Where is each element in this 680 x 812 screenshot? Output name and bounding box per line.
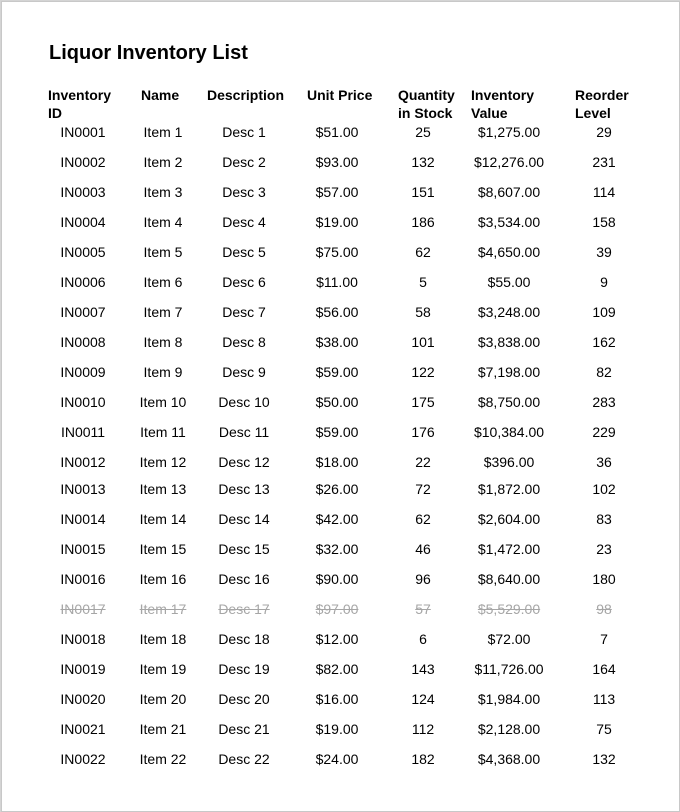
table-row [2,479,679,499]
table-cell: 101 [411,334,435,350]
table-cell: $93.00 [315,154,359,170]
table-row [2,539,679,559]
table-cell: 175 [411,394,435,410]
table-cell: Desc 15 [218,541,270,557]
column-header-line: ID [48,105,62,121]
table-cell: Desc 18 [218,631,270,647]
table-cell: $26.00 [315,481,359,497]
table-cell: 132 [592,751,616,767]
table-cell: $1,275.00 [477,124,541,140]
table-cell: 25 [415,124,431,140]
table-cell: 122 [411,364,435,380]
table-cell: 75 [596,721,612,737]
table-cell: 158 [592,214,616,230]
table-cell: 58 [415,304,431,320]
table-cell: 7 [600,631,608,647]
table-cell: 176 [411,424,435,440]
table-cell: $2,128.00 [477,721,541,737]
table-cell: $4,368.00 [477,751,541,767]
table-cell: IN0022 [60,751,106,767]
table-cell: 151 [411,184,435,200]
table-cell: IN0017 [60,601,106,617]
column-header-inventory-id [48,86,111,122]
table-cell: Item 21 [139,721,187,737]
table-row [2,629,679,649]
table-cell: 36 [596,454,612,470]
table-cell: $396.00 [483,454,535,470]
table-cell: Desc 2 [222,154,266,170]
table-row [2,152,679,172]
table-cell: 62 [415,511,431,527]
table-cell: 57 [415,601,431,617]
table-cell: $1,984.00 [477,691,541,707]
table-cell: 82 [596,364,612,380]
table-cell: IN0010 [60,394,106,410]
table-row [2,182,679,202]
column-header-line: Reorder [575,87,629,103]
table-row [2,599,679,619]
table-cell: $97.00 [315,601,359,617]
page-title: Liquor Inventory List [49,42,248,64]
column-header-line: Value [471,105,508,121]
table-cell: IN0018 [60,631,106,647]
table-cell: 39 [596,244,612,260]
table-cell: 98 [596,601,612,617]
table-cell: 96 [415,571,431,587]
table-cell: IN0005 [60,244,106,260]
table-row [2,452,679,472]
table-row [2,302,679,322]
table-cell: IN0012 [60,454,106,470]
column-header-line: in Stock [398,105,453,121]
table-cell: IN0013 [60,481,106,497]
table-cell: IN0020 [60,691,106,707]
table-cell: IN0015 [60,541,106,557]
table-cell: IN0009 [60,364,106,380]
table-cell: $72.00 [487,631,531,647]
column-header-line: Description [207,87,285,103]
table-cell: IN0011 [60,424,106,440]
table-cell: $51.00 [315,124,359,140]
table-cell: $59.00 [315,424,359,440]
table-cell: Item 6 [143,274,183,290]
table-row [2,212,679,232]
table-cell: Item 4 [143,214,183,230]
column-header-line: Quantity [398,87,455,103]
table-cell: 62 [415,244,431,260]
table-row [2,569,679,589]
table-cell: 109 [592,304,616,320]
table-cell: 113 [592,691,616,707]
table-cell: $32.00 [315,541,359,557]
table-cell: Desc 22 [218,751,270,767]
table-cell: 22 [415,454,431,470]
table-cell: 182 [411,751,435,767]
table-cell: IN0001 [60,124,106,140]
table-cell: $19.00 [315,214,359,230]
table-row [2,719,679,739]
table-cell: Item 18 [139,631,187,647]
table-cell: Desc 17 [218,601,270,617]
table-cell: $3,534.00 [477,214,541,230]
table-cell: $8,607.00 [477,184,541,200]
table-row [2,422,679,442]
table-cell: Item 1 [143,124,183,140]
table-cell: IN0007 [60,304,106,320]
table-cell: Item 5 [143,244,183,260]
table-cell: Desc 5 [222,244,266,260]
table-cell: Desc 12 [218,454,270,470]
table-cell: $82.00 [315,661,359,677]
table-cell: 46 [415,541,431,557]
table-row [2,242,679,262]
table-cell: Item 15 [139,541,187,557]
table-cell: 143 [411,661,435,677]
table-cell: $12,276.00 [473,154,545,170]
table-cell: Desc 13 [218,481,270,497]
table-cell: $24.00 [315,751,359,767]
table-cell: $57.00 [315,184,359,200]
column-header-reorder-level [575,86,629,122]
table-cell: Desc 16 [218,571,270,587]
table-cell: $5,529.00 [477,601,541,617]
table-cell: Item 10 [139,394,187,410]
table-cell: 6 [419,631,427,647]
table-cell: $4,650.00 [477,244,541,260]
table-cell: IN0021 [60,721,106,737]
table-row [2,122,679,142]
table-cell: IN0004 [60,214,106,230]
table-cell: 83 [596,511,612,527]
table-row [2,392,679,412]
table-cell: $55.00 [487,274,531,290]
column-header-line: Inventory [48,87,112,103]
table-cell: IN0008 [60,334,106,350]
table-cell: Item 7 [143,304,183,320]
table-cell: 283 [592,394,616,410]
table-cell: 5 [419,274,427,290]
table-cell: 164 [592,661,616,677]
table-row [2,659,679,679]
table-cell: $50.00 [315,394,359,410]
table-cell: $18.00 [315,454,359,470]
table-row [2,509,679,529]
table-cell: 9 [600,274,608,290]
column-header-name [141,86,179,104]
table-cell: $1,472.00 [477,541,541,557]
table-cell: Item 12 [139,454,187,470]
table-cell: 132 [411,154,435,170]
column-header-line: Level [575,105,611,121]
table-cell: Item 22 [139,751,187,767]
table-cell: Desc 20 [218,691,270,707]
table-cell: Item 20 [139,691,187,707]
table-cell: IN0014 [60,511,106,527]
table-cell: $11.00 [316,274,358,290]
table-row [2,272,679,292]
table-cell: $16.00 [315,691,359,707]
table-cell: IN0002 [60,154,106,170]
column-header-line: Name [141,87,180,103]
table-cell: $2,604.00 [477,511,541,527]
column-header-line: Inventory [471,87,535,103]
column-header-quantity-in-stock [398,86,455,122]
table-cell: Desc 6 [222,274,266,290]
table-row [2,362,679,382]
table-cell: Item 2 [143,154,183,170]
table-cell: 102 [592,481,616,497]
table-cell: IN0003 [60,184,106,200]
table-cell: 231 [592,154,616,170]
table-cell: $90.00 [315,571,359,587]
table-cell: Desc 19 [218,661,270,677]
table-cell: Desc 21 [218,721,270,737]
table-cell: 124 [411,691,435,707]
column-header-inventory-value [471,86,534,122]
table-cell: IN0006 [60,274,106,290]
table-cell: $10,384.00 [473,424,545,440]
table-cell: $75.00 [315,244,359,260]
table-cell: $7,198.00 [477,364,541,380]
inventory-sheet [1,1,680,812]
table-row [2,332,679,352]
table-cell: $1,872.00 [477,481,541,497]
table-cell: 180 [592,571,616,587]
table-cell: Desc 8 [222,334,266,350]
table-cell: $3,838.00 [477,334,541,350]
table-cell: 114 [592,184,616,200]
table-row [2,749,679,769]
table-cell: 112 [411,721,435,737]
table-cell: Item 3 [143,184,183,200]
table-cell: $42.00 [315,511,359,527]
table-cell: Item 13 [139,481,187,497]
table-cell: $38.00 [315,334,359,350]
table-cell: Desc 4 [222,214,266,230]
table-cell: Desc 7 [222,304,266,320]
table-cell: Desc 3 [222,184,266,200]
table-cell: 72 [415,481,431,497]
table-cell: 23 [596,541,612,557]
table-cell: Item 11 [140,424,186,440]
table-cell: $8,750.00 [477,394,541,410]
table-cell: Item 17 [139,601,187,617]
table-cell: Item 19 [139,661,187,677]
table-cell: 186 [411,214,435,230]
table-row [2,689,679,709]
table-cell: Item 9 [143,364,183,380]
column-header-description [207,86,284,104]
table-cell: Desc 1 [222,124,266,140]
table-cell: $8,640.00 [477,571,541,587]
table-cell: $3,248.00 [477,304,541,320]
table-cell: 162 [592,334,616,350]
table-cell: Desc 14 [218,511,270,527]
table-cell: Desc 11 [218,424,270,440]
table-cell: $12.00 [315,631,359,647]
table-cell: Item 14 [139,511,187,527]
table-cell: IN0019 [60,661,106,677]
table-cell: Desc 9 [222,364,266,380]
table-cell: 29 [596,124,612,140]
table-cell: $59.00 [315,364,359,380]
table-cell: 229 [592,424,616,440]
column-header-unit-price [307,86,372,104]
table-cell: $56.00 [315,304,359,320]
table-cell: $19.00 [315,721,359,737]
column-header-line: Unit Price [307,87,373,103]
table-cell: $11,726.00 [474,661,544,677]
table-cell: IN0016 [60,571,106,587]
table-cell: Item 16 [139,571,187,587]
table-cell: Desc 10 [218,394,270,410]
table-cell: Item 8 [143,334,183,350]
